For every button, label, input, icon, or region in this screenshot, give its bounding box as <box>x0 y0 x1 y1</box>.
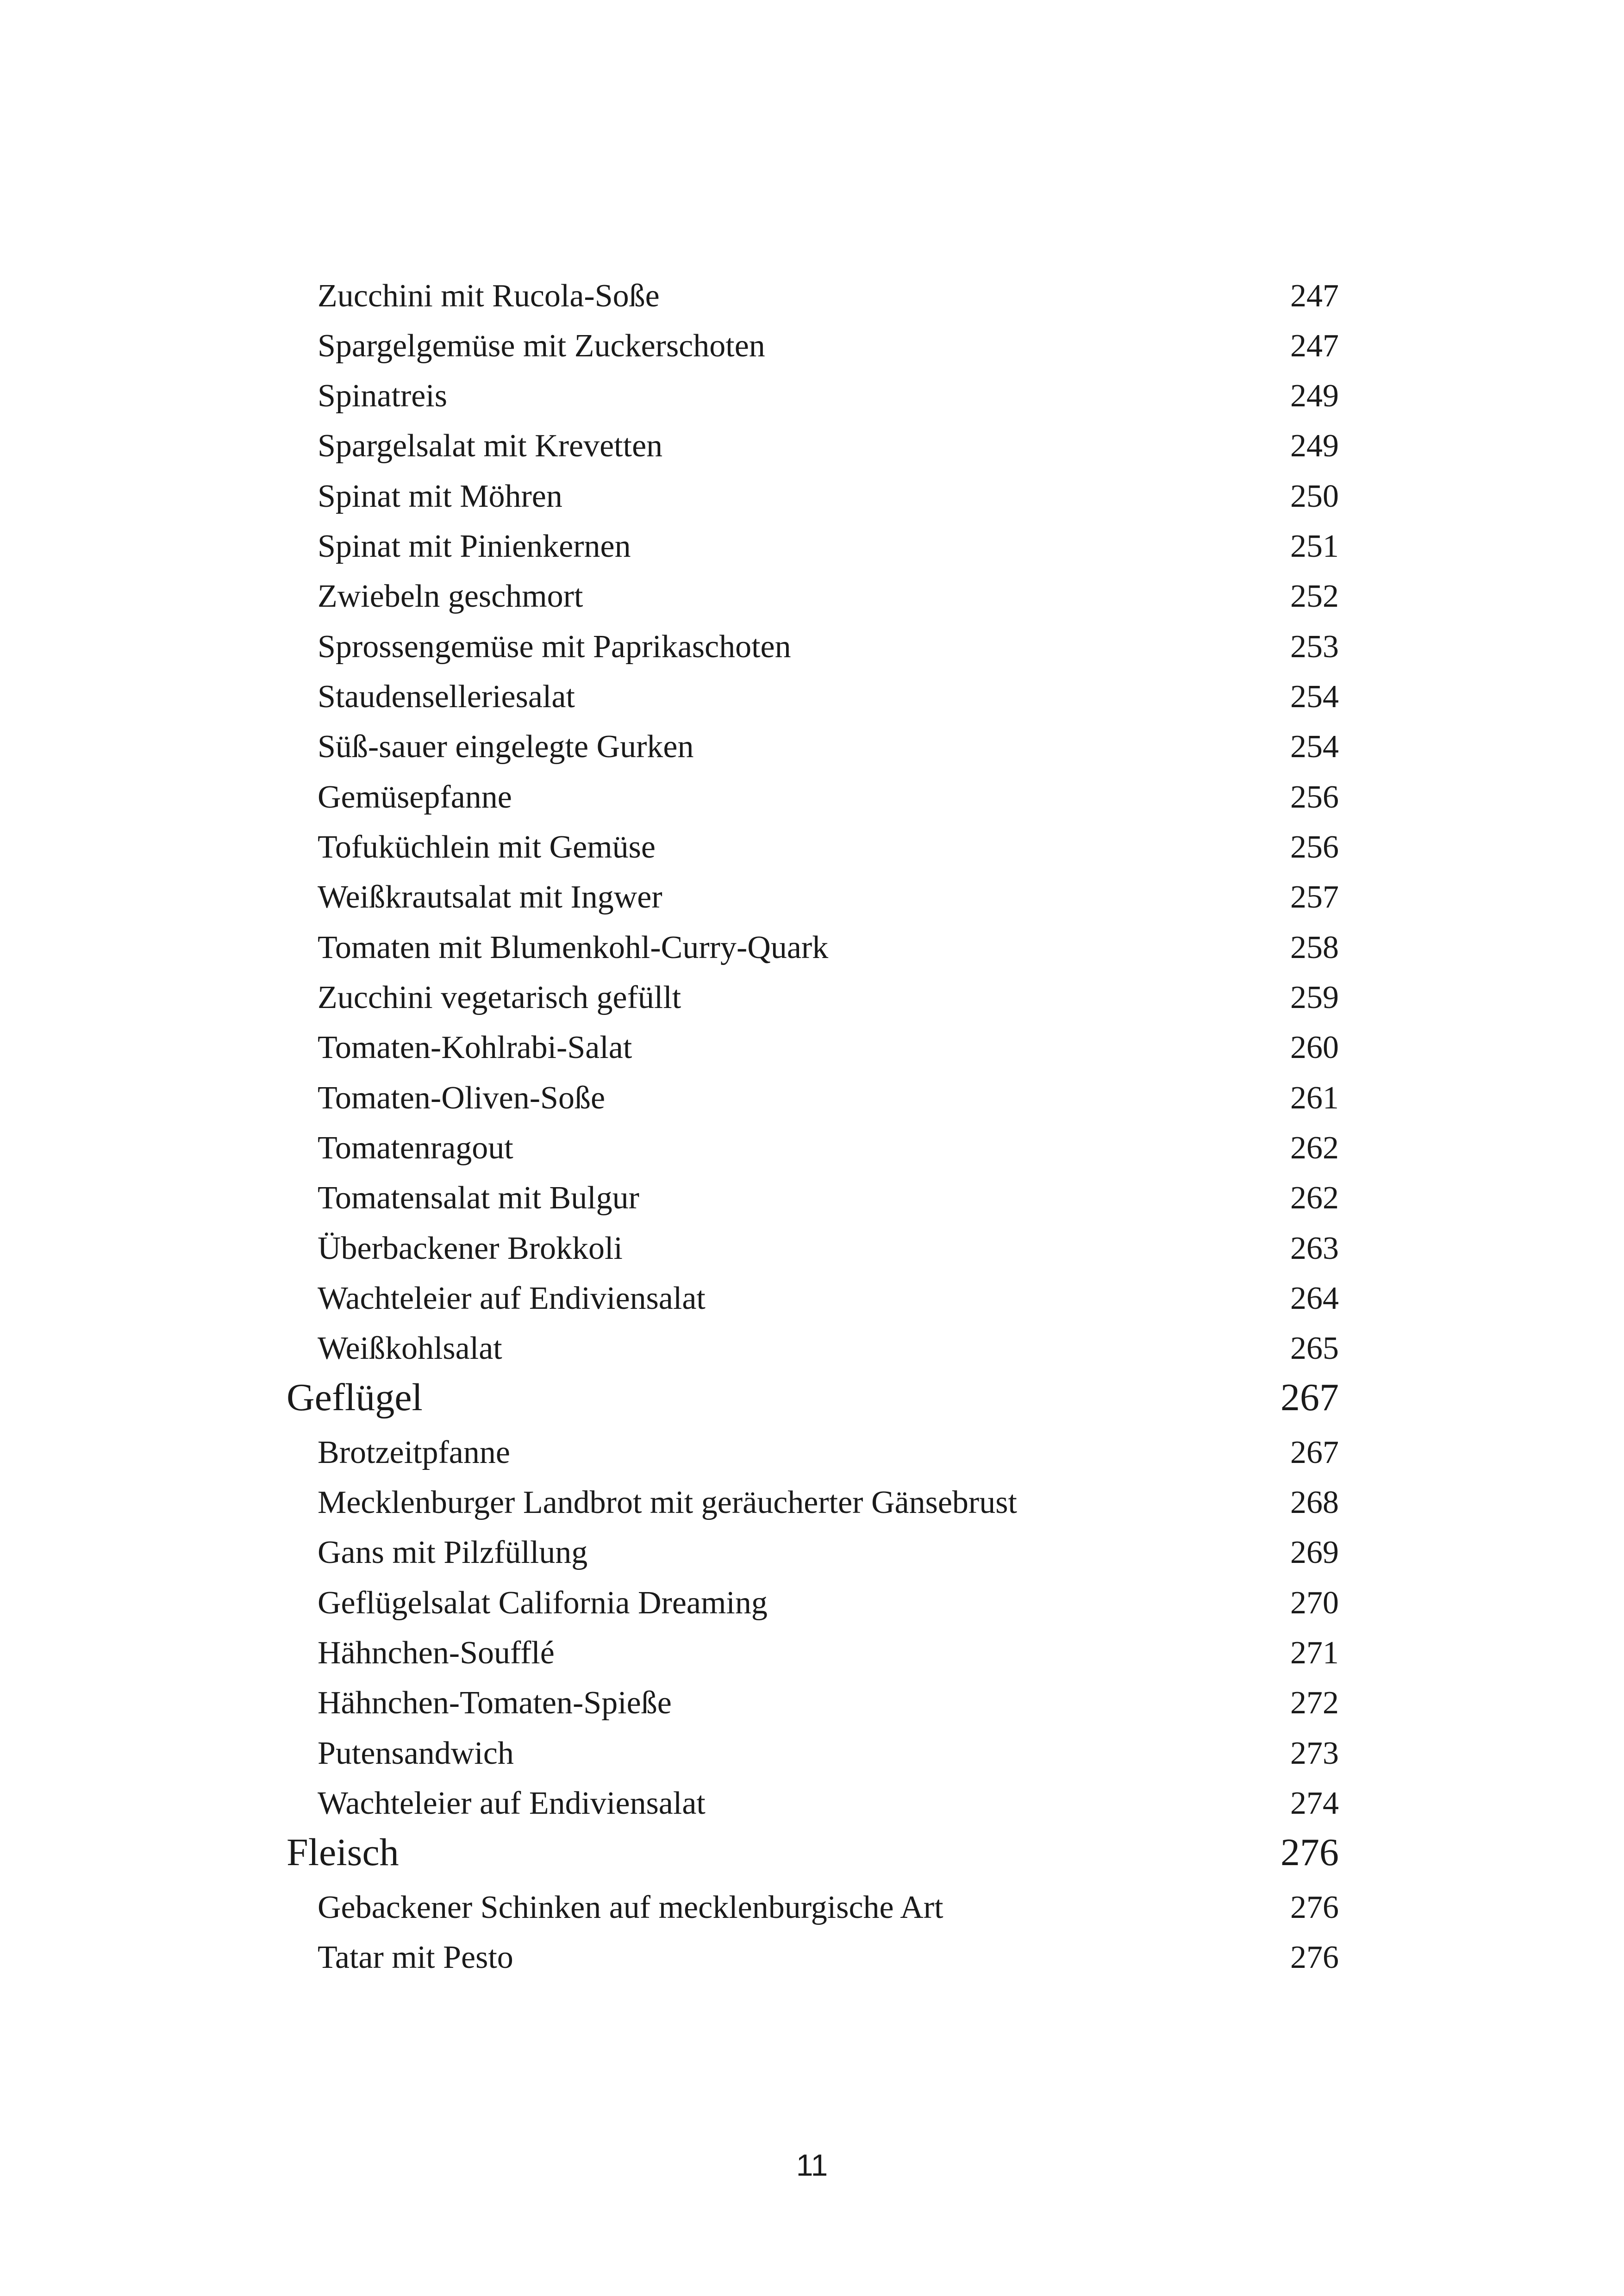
toc-entry <box>0 1487 1624 1533</box>
toc-entry <box>0 280 1624 326</box>
toc-entry-title: Zucchini vegetarisch gefüllt <box>318 980 681 1015</box>
toc-page-number: 256 <box>1290 829 1339 865</box>
toc-page-number: 254 <box>1290 679 1339 715</box>
toc-entry <box>0 1437 1624 1483</box>
toc-page-number: 267 <box>1280 1376 1339 1419</box>
toc-page-number: 247 <box>1290 328 1339 364</box>
toc-entry <box>0 781 1624 828</box>
toc-entry-title: Geflügelsalat California Dreaming <box>318 1585 768 1621</box>
toc-entry <box>0 1737 1624 1784</box>
toc-page-number: 258 <box>1290 930 1339 965</box>
toc-section-heading <box>0 1833 1624 1879</box>
toc-entry-title: Tomaten mit Blumenkohl-Curry-Quark <box>318 930 829 965</box>
toc-entry-title: Spargelgemüse mit Zuckerschoten <box>318 328 765 364</box>
toc-entry-title: Putensandwich <box>318 1736 514 1771</box>
toc-entry <box>0 1637 1624 1683</box>
toc-section-title: Fleisch <box>287 1831 399 1874</box>
toc-entry-title: Brotzeitpfanne <box>318 1435 510 1470</box>
toc-entry-title: Spinat mit Möhren <box>318 479 562 514</box>
toc-entry <box>0 1282 1624 1329</box>
toc-page-number: 272 <box>1290 1685 1339 1721</box>
toc-entry-title: Gebackener Schinken auf mecklenburgische Art <box>318 1890 943 1925</box>
toc-entry <box>0 881 1624 927</box>
toc-page-number: 273 <box>1290 1736 1339 1771</box>
toc-page-number: 251 <box>1290 529 1339 564</box>
toc-page-number: 274 <box>1290 1786 1339 1821</box>
toc-entry <box>0 330 1624 376</box>
toc-entry-title: Überbackener Brokkoli <box>318 1231 623 1266</box>
page-number: 11 <box>796 2148 828 2182</box>
toc-entry <box>0 1587 1624 1633</box>
toc-entry-title: Wachteleier auf Endiviensalat <box>318 1786 706 1821</box>
toc-entry <box>0 580 1624 627</box>
toc-entry-title: Tomatensalat mit Bulgur <box>318 1180 639 1216</box>
toc-entry <box>0 932 1624 978</box>
toc-entry <box>0 1182 1624 1228</box>
toc-entry <box>0 1132 1624 1178</box>
toc-page-number: 261 <box>1290 1080 1339 1116</box>
toc-page-number: 257 <box>1290 879 1339 915</box>
toc-entry <box>0 731 1624 777</box>
toc-entry <box>0 1941 1624 1988</box>
toc-entry-title: Hähnchen-Soufflé <box>318 1635 555 1671</box>
toc-page-number: 276 <box>1280 1831 1339 1874</box>
toc-page-number: 254 <box>1290 729 1339 765</box>
toc-page-number: 264 <box>1290 1281 1339 1316</box>
toc-page-number: 260 <box>1290 1030 1339 1065</box>
toc-entry-title: Weißkohlsalat <box>318 1331 502 1366</box>
toc-page-number: 268 <box>1290 1485 1339 1520</box>
toc-entry-title: Spinat mit Pinienkernen <box>318 529 631 564</box>
toc-entry <box>0 480 1624 527</box>
toc-entry-title: Mecklenburger Landbrot mit geräucherter Gänsebrust <box>318 1485 1017 1520</box>
toc-entry <box>0 430 1624 476</box>
toc-entry-title: Süß-sauer eingelegte Gurken <box>318 729 694 765</box>
toc-entry <box>0 1032 1624 1078</box>
toc-section-title: Geflügel <box>287 1376 423 1419</box>
toc-page-number: 271 <box>1290 1635 1339 1671</box>
toc-entry <box>0 631 1624 677</box>
toc-entry-title: Hähnchen-Tomaten-Spieße <box>318 1685 672 1721</box>
toc-entry-title: Wachteleier auf Endiviensalat <box>318 1281 706 1316</box>
toc-page-number: 252 <box>1290 579 1339 614</box>
toc-entry-title: Gans mit Pilzfüllung <box>318 1535 588 1570</box>
toc-page-number: 262 <box>1290 1180 1339 1216</box>
toc-entry <box>0 982 1624 1028</box>
toc-entry-title: Spargelsalat mit Krevetten <box>318 428 663 464</box>
toc-page-number: 276 <box>1290 1890 1339 1925</box>
toc-page-number: 269 <box>1290 1535 1339 1570</box>
toc-page-number: 262 <box>1290 1130 1339 1166</box>
toc-entry-title: Gemüsepfanne <box>318 779 512 815</box>
toc-page-number: 265 <box>1290 1331 1339 1366</box>
toc-page-number: 276 <box>1290 1940 1339 1975</box>
toc-entry-title: Tomatenragout <box>318 1130 513 1166</box>
toc-entry <box>0 1537 1624 1583</box>
toc-entry-title: Tatar mit Pesto <box>318 1940 513 1975</box>
toc-entry <box>0 530 1624 577</box>
toc-entry <box>0 1332 1624 1379</box>
toc-page-number: 253 <box>1290 629 1339 665</box>
toc-section-heading <box>0 1378 1624 1425</box>
toc-page-number: 259 <box>1290 980 1339 1015</box>
toc-entry <box>0 1082 1624 1128</box>
toc-entry-title: Tomaten-Kohlrabi-Salat <box>318 1030 632 1065</box>
toc-entry <box>0 1232 1624 1279</box>
toc-entry <box>0 380 1624 426</box>
toc-entry-title: Tomaten-Oliven-Soße <box>318 1080 606 1116</box>
toc-entry-title: Zucchini mit Rucola-Soße <box>318 278 660 314</box>
toc-entry <box>0 1687 1624 1733</box>
toc-page-number: 249 <box>1290 428 1339 464</box>
toc-entry <box>0 1787 1624 1834</box>
toc-entry-title: Weißkrautsalat mit Ingwer <box>318 879 662 915</box>
toc-page-number: 263 <box>1290 1231 1339 1266</box>
toc-entry <box>0 831 1624 877</box>
toc-entry-title: Zwiebeln geschmort <box>318 579 583 614</box>
toc-page-number: 256 <box>1290 779 1339 815</box>
toc-page-number: 267 <box>1290 1435 1339 1470</box>
toc-entry-title: Sprossengemüse mit Paprikaschoten <box>318 629 791 665</box>
toc-entry <box>0 681 1624 727</box>
toc-entry-title: Staudenselleriesalat <box>318 679 575 715</box>
toc-entry-title: Tofuküchlein mit Gemüse <box>318 829 656 865</box>
toc-page-number: 249 <box>1290 378 1339 414</box>
toc-page-number: 270 <box>1290 1585 1339 1621</box>
toc-page-number: 247 <box>1290 278 1339 314</box>
toc-entry-title: Spinatreis <box>318 378 447 414</box>
toc-entry <box>0 1892 1624 1938</box>
toc-page-number: 250 <box>1290 479 1339 514</box>
